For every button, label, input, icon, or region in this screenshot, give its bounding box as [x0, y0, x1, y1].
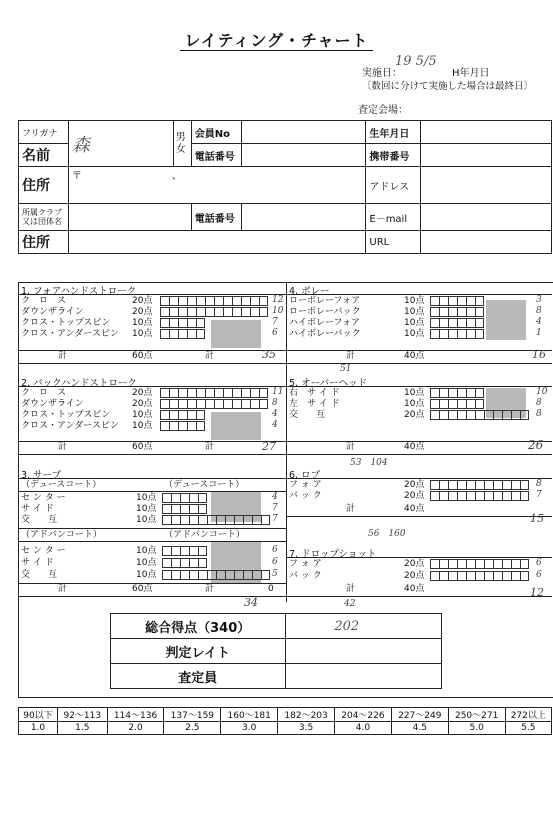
divider	[18, 596, 286, 597]
row-label: 交 互	[21, 515, 58, 525]
handwritten-score: 10	[536, 387, 548, 397]
divider	[18, 386, 286, 387]
address-mark: 、	[171, 171, 182, 182]
section-title: 4. ボレー	[289, 286, 330, 297]
row-points: 20点	[404, 491, 425, 501]
summary-table	[110, 613, 442, 689]
total-label: 計	[346, 442, 356, 452]
handwritten-score: 7	[536, 490, 542, 500]
row-points: 20点	[132, 388, 153, 398]
url-field[interactable]	[421, 231, 552, 254]
handwritten-score: 8	[536, 479, 542, 489]
divider	[286, 478, 552, 479]
address-label: 住所	[19, 167, 69, 204]
email-field[interactable]	[421, 204, 552, 231]
divider	[18, 478, 286, 479]
handwritten-total: 16	[532, 348, 546, 361]
score-cells[interactable]	[160, 399, 268, 409]
row-points: 10点	[404, 399, 425, 409]
row-label: クロス・トップスピン	[21, 410, 111, 420]
rating-range-cell: 137～159	[164, 708, 221, 722]
handwritten-score: 4	[272, 409, 278, 419]
row-points: 10点	[132, 329, 153, 339]
score-cells[interactable]	[162, 515, 270, 525]
total-points: 60点	[132, 351, 153, 361]
section-title: 7. ドロップショット	[289, 549, 377, 560]
handwritten-score: 6	[272, 557, 278, 567]
personal-info-table	[18, 120, 552, 254]
row-points: 10点	[132, 318, 153, 328]
row-label: ハイボレーバック	[289, 329, 361, 339]
row-points: 20点	[132, 307, 153, 317]
score-cells[interactable]	[160, 329, 205, 339]
row-points: 20点	[132, 296, 153, 306]
score-cells[interactable]	[162, 504, 207, 514]
row-label: サ イ ド	[21, 558, 54, 568]
row-label: クロス・アンダースピン	[21, 329, 119, 339]
address-field[interactable]	[68, 167, 365, 204]
score-cells[interactable]	[160, 318, 205, 328]
row-label: ダウンザライン	[21, 399, 84, 409]
email-addr-label: アドレス	[366, 167, 421, 204]
handwritten-score: 6	[272, 545, 278, 555]
sex-field[interactable]: 男女	[173, 121, 191, 167]
divider	[286, 557, 552, 558]
phone-field[interactable]	[241, 144, 366, 167]
club-field[interactable]	[68, 204, 191, 231]
score-cells[interactable]	[162, 570, 270, 580]
row-label: ローボレーバック	[289, 307, 361, 317]
score-cells[interactable]	[430, 318, 484, 328]
row-label: ローボレーフォア	[289, 296, 361, 306]
row-label: 右 サ イ ド	[289, 388, 340, 398]
row-label: フ ォ ア	[289, 480, 322, 490]
row-label: ダウンザライン	[21, 307, 84, 317]
handwritten-score: 7	[272, 503, 278, 513]
member-no-field[interactable]	[241, 121, 366, 144]
handwritten-score: 8	[536, 398, 542, 408]
handwritten-score: 6	[272, 328, 278, 338]
name-field[interactable]	[68, 121, 173, 167]
divider	[18, 294, 286, 295]
score-cells[interactable]	[430, 329, 484, 339]
total-points: 40点	[404, 504, 425, 514]
total-label: 計	[205, 442, 215, 452]
total-label: 計	[205, 584, 215, 594]
rating-value-cell: 3.5	[278, 722, 335, 735]
phone2-field[interactable]	[241, 204, 366, 231]
section-title: 2. バックハンドストローク	[21, 378, 137, 389]
sub-heading: （デュースコート）	[164, 480, 245, 490]
rating-value-cell: 1.5	[58, 722, 108, 735]
total-points: 40点	[404, 442, 425, 452]
birthday-label: 生年月日	[366, 121, 421, 144]
score-cells[interactable]	[430, 480, 529, 490]
row-points: 10点	[136, 546, 157, 556]
row-points: 20点	[404, 480, 425, 490]
rating-range-cell: 182～203	[278, 708, 335, 722]
handwritten-score: 4	[536, 317, 542, 327]
row-label: フ ォ ア	[289, 559, 322, 569]
handwritten-score: 8	[536, 306, 542, 316]
divider	[18, 528, 286, 529]
row-points: 10点	[132, 410, 153, 420]
divider	[18, 454, 286, 455]
total-label: 計	[58, 351, 68, 361]
row-label: クロス・アンダースピン	[21, 421, 119, 431]
total-zero: 0	[268, 584, 274, 594]
row-label: クロス・トップスピン	[21, 318, 111, 328]
date-note: 〔数回に分けて実施した場合は最終日〕	[362, 81, 534, 92]
score-cells[interactable]	[430, 410, 529, 420]
row-points: 10点	[404, 329, 425, 339]
row-points: 10点	[136, 504, 157, 514]
handwritten-score: 4	[272, 420, 278, 430]
row-points: 10点	[136, 515, 157, 525]
section-title: 3. サーブ	[21, 470, 62, 481]
rating-range-cell: 227～249	[391, 708, 448, 722]
rating-value-cell: 2.0	[107, 722, 164, 735]
shaded-area	[211, 320, 261, 348]
score-cells[interactable]	[430, 388, 484, 398]
total-points: 40点	[404, 351, 425, 361]
row-label: ハイボレーフォア	[289, 318, 361, 328]
score-cells[interactable]	[430, 296, 484, 306]
row-label: バ ッ ク	[289, 491, 322, 501]
total-points: 60点	[132, 442, 153, 452]
divider	[286, 363, 552, 364]
row-points: 10点	[404, 296, 425, 306]
row-label: ク ロ ス	[21, 388, 67, 398]
score-cells[interactable]	[430, 559, 529, 569]
total-score-label: 総合得点（340）	[111, 614, 286, 639]
rating-range-cell: 90以下	[19, 708, 58, 722]
rating-value-cell: 3.0	[221, 722, 278, 735]
score-cells[interactable]	[430, 399, 484, 409]
sub-heading: （デュースコート）	[21, 480, 102, 490]
assessor-field[interactable]	[286, 664, 442, 689]
total-label: 計	[58, 442, 68, 452]
handwritten-score: 11	[272, 387, 284, 397]
score-cells[interactable]	[162, 546, 207, 556]
handwritten-annotation: 56 160	[368, 529, 406, 539]
postal-mark: 〒	[71, 171, 82, 182]
score-cells[interactable]	[160, 388, 268, 398]
score-cells[interactable]	[160, 307, 268, 317]
page-title: レイティング・チャート	[0, 28, 553, 51]
handwritten-score: 8	[272, 398, 278, 408]
birthday-field[interactable]	[421, 121, 552, 144]
divider	[286, 516, 552, 517]
handwritten-score: 1	[536, 328, 542, 338]
handwritten-score: 6	[536, 570, 542, 580]
rating-label: 判定レイト	[111, 639, 286, 664]
handwritten-score: 7	[272, 317, 278, 327]
rating-range-cell: 250～271	[448, 708, 505, 722]
row-label: セ ン タ ー	[21, 546, 66, 556]
center-divider	[286, 282, 287, 602]
row-label: ク ロ ス	[21, 296, 67, 306]
row-points: 10点	[404, 318, 425, 328]
handwritten-total-score: 202	[334, 618, 360, 634]
row-label: 左 サ イ ド	[289, 399, 340, 409]
handwritten-total: 12	[530, 586, 544, 599]
score-cells[interactable]	[160, 410, 205, 420]
shaded-area	[211, 412, 261, 440]
rating-value-cell: 4.0	[335, 722, 392, 735]
row-points: 20点	[132, 399, 153, 409]
rating-value-cell: 1.0	[19, 722, 58, 735]
address2-label: 住所	[19, 231, 69, 254]
row-points: 10点	[404, 388, 425, 398]
furigana-label: フリガナ	[19, 121, 69, 144]
rating-field[interactable]	[286, 639, 442, 664]
url-label: URL	[366, 231, 421, 254]
handwritten-date: 19 5/5	[395, 54, 437, 69]
divider	[286, 596, 552, 597]
handwritten-name: 森	[71, 134, 90, 156]
rating-value-cell: 4.5	[391, 722, 448, 735]
row-points: 10点	[136, 493, 157, 503]
sub-heading: （アドバンコート）	[21, 530, 102, 540]
venue-label: 査定会場：	[358, 105, 408, 116]
handwritten-score: 6	[536, 558, 542, 568]
sub-heading: （アドバンコート）	[164, 530, 245, 540]
row-label: バ ッ ク	[289, 571, 322, 581]
divider	[286, 294, 552, 295]
handwritten-score: 10	[272, 306, 284, 316]
handwritten-total: 35	[262, 348, 276, 361]
rating-value-cell: 2.5	[164, 722, 221, 735]
row-label: 交 互	[21, 570, 58, 580]
rating-value-cell: 5.5	[505, 722, 551, 735]
score-cells[interactable]	[162, 558, 207, 568]
score-cells[interactable]	[430, 307, 484, 317]
email-addr-field[interactable]	[421, 167, 552, 204]
score-cells[interactable]	[430, 571, 529, 581]
total-points: 60点	[132, 584, 153, 594]
total-label: 計	[58, 584, 68, 594]
score-cells[interactable]	[162, 493, 207, 503]
name-label: 名前	[19, 144, 69, 167]
handwritten-score: 5	[272, 569, 278, 579]
row-points: 10点	[136, 570, 157, 580]
handwritten-total: 15	[530, 512, 544, 525]
member-no-label: 会員No	[191, 121, 241, 144]
divider	[286, 454, 552, 455]
date-suffix: H年月日	[452, 68, 490, 79]
section-title: 6. ロブ	[289, 470, 321, 481]
handwritten-annotation: 51	[340, 364, 352, 374]
section-title: 1. フォアハンドストローク	[21, 286, 137, 297]
total-label: 計	[346, 504, 356, 514]
assessor-label: 査定員	[111, 664, 286, 689]
score-cells[interactable]	[160, 421, 205, 431]
rating-range-cell: 160～181	[221, 708, 278, 722]
phone-label: 電話番号	[191, 144, 241, 167]
section-title: 5. オーバーヘッド	[289, 378, 368, 389]
row-label: サ イ ド	[21, 504, 54, 514]
rating-range-cell: 92～113	[58, 708, 108, 722]
total-score-field[interactable]	[286, 614, 442, 639]
score-cells[interactable]	[160, 296, 268, 306]
row-label: セ ン タ ー	[21, 493, 66, 503]
row-points: 10点	[404, 307, 425, 317]
handwritten-annotation: 42	[344, 599, 356, 609]
row-points: 10点	[132, 421, 153, 431]
mobile-field[interactable]	[421, 144, 552, 167]
handwritten-total: 34	[244, 596, 258, 609]
total-label: 計	[346, 351, 356, 361]
row-points: 10点	[136, 558, 157, 568]
row-points: 20点	[404, 571, 425, 581]
shaded-area	[486, 300, 526, 340]
handwritten-total: 27	[262, 440, 276, 453]
handwritten-total: 26	[528, 438, 544, 452]
email-label: E－mail	[366, 204, 421, 231]
divider	[286, 386, 552, 387]
divider	[18, 363, 286, 364]
total-label: 計	[346, 584, 356, 594]
total-label: 計	[205, 351, 215, 361]
score-cells[interactable]	[430, 491, 529, 501]
row-points: 20点	[404, 410, 425, 420]
handwritten-score: 3	[536, 295, 542, 305]
total-points: 40点	[404, 584, 425, 594]
rating-range-cell: 204～226	[335, 708, 392, 722]
handwritten-score: 7	[272, 514, 278, 524]
club-label: 所属クラブ又は団体名	[19, 204, 69, 231]
rating-range-cell: 114～136	[107, 708, 164, 722]
handwritten-score: 12	[272, 295, 284, 305]
rating-value-cell: 5.0	[448, 722, 505, 735]
phone2-label: 電話番号	[191, 204, 241, 231]
address2-field[interactable]	[68, 231, 365, 254]
mobile-label: 携帯番号	[366, 144, 421, 167]
date-label: 実施日：	[362, 68, 402, 79]
handwritten-score: 8	[536, 409, 542, 419]
row-points: 20点	[404, 559, 425, 569]
handwritten-annotation: 53 104	[350, 458, 388, 468]
row-label: 交 互	[289, 410, 326, 420]
handwritten-score: 4	[272, 492, 278, 502]
rating-range-cell: 272以上	[505, 708, 551, 722]
rating-table	[18, 707, 552, 735]
